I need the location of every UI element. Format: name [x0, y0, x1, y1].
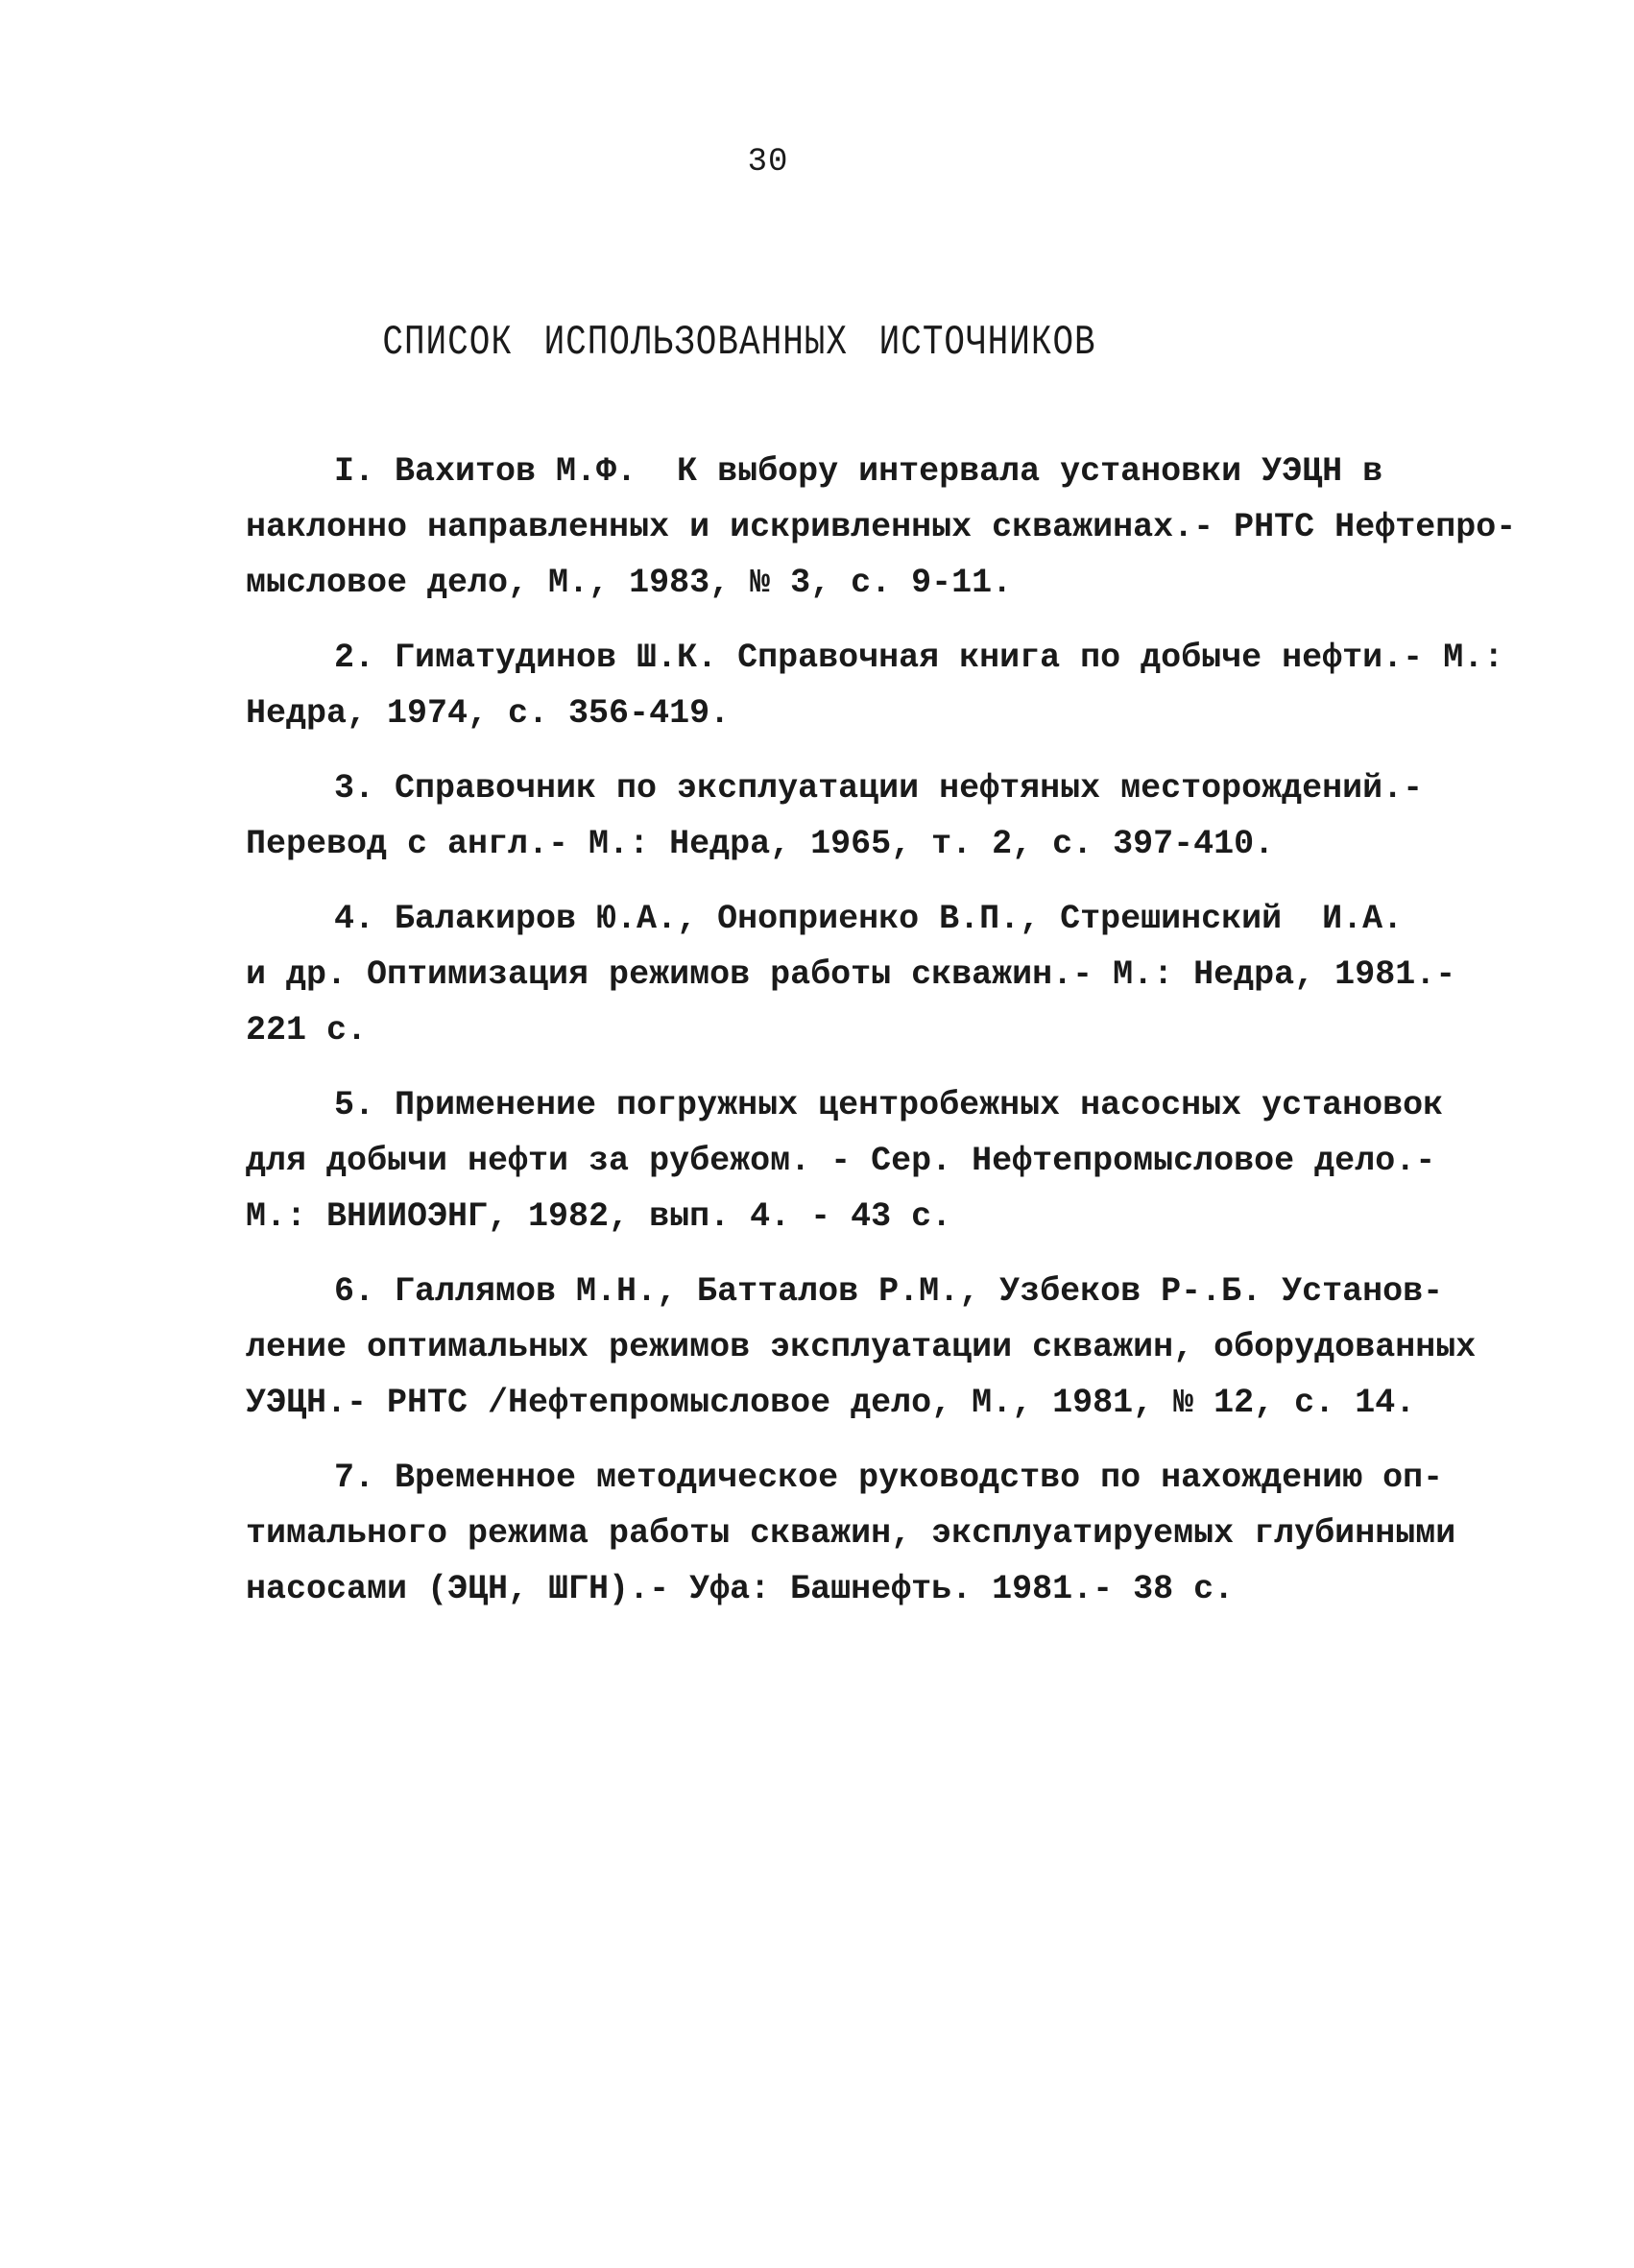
reference-line: М.: ВНИИОЭНГ, 1982, вып. 4. - 43 с. — [246, 1197, 952, 1236]
reference-item — [246, 1077, 1444, 1244]
reference-line: Перевод с англ.- М.: Недра, 1965, т. 2, с. 397-410. — [246, 825, 1275, 863]
reference-list — [246, 444, 1517, 1636]
reference-line: ление оптимальных режимов эксплуатации скважин, оборудованных — [246, 1328, 1477, 1366]
reference-item — [246, 444, 1517, 611]
reference-line: и др. Оптимизация режимов работы скважин.- М.: Недра, 1981.- — [246, 955, 1456, 994]
reference-item — [246, 760, 1424, 872]
reference-line: 7. Временное методическое руководство по нахождению оп- — [334, 1459, 1444, 1497]
reference-item — [246, 1264, 1477, 1431]
page-title: СПИСОК ИСПОЛЬЗОВАННЫХ ИСТОЧНИКОВ — [382, 318, 1096, 367]
reference-item — [246, 630, 1504, 741]
reference-line: тимального режима работы скважин, эксплуатируемых глубинными — [246, 1514, 1456, 1553]
reference-line: 221 с. — [246, 1011, 368, 1050]
reference-line: Недра, 1974, с. 356-419. — [246, 694, 731, 733]
reference-line: наклонно направленных и искривленных скважинах.- РНТС Нефтепро- — [246, 508, 1517, 546]
reference-line: насосами (ЭЦН, ШГН).- Уфа: Башнефть. 1981.- 38 с. — [246, 1570, 1235, 1608]
reference-line: I. Вахитов М.Ф. К выбору интервала установки УЭЦН в — [334, 452, 1383, 491]
reference-line: 4. Балакиров Ю.А., Оноприенко В.П., Стрешинский И.А. — [334, 900, 1404, 938]
reference-item — [246, 891, 1456, 1058]
page-number: 30 — [747, 144, 789, 181]
reference-line: 6. Галлямов М.Н., Батталов Р.М., Узбеков Р-.Б. Установ- — [334, 1272, 1444, 1311]
reference-line: для добычи нефти за рубежом. - Сер. Нефтепромысловое дело.- — [246, 1142, 1436, 1180]
reference-line: 3. Справочник по эксплуатации нефтяных месторождений.- — [334, 769, 1424, 808]
reference-line: 2. Гиматудинов Ш.К. Справочная книга по добыче нефти.- М.: — [334, 639, 1504, 677]
reference-line: мысловое дело, М., 1983, № 3, с. 9-11. — [246, 564, 1013, 602]
reference-line: УЭЦН.- РНТС /Нефтепромысловое дело, М., 1981, № 12, с. 14. — [246, 1384, 1416, 1422]
reference-item — [246, 1450, 1456, 1617]
reference-line: 5. Применение погружных центробежных насосных установок — [334, 1086, 1444, 1124]
